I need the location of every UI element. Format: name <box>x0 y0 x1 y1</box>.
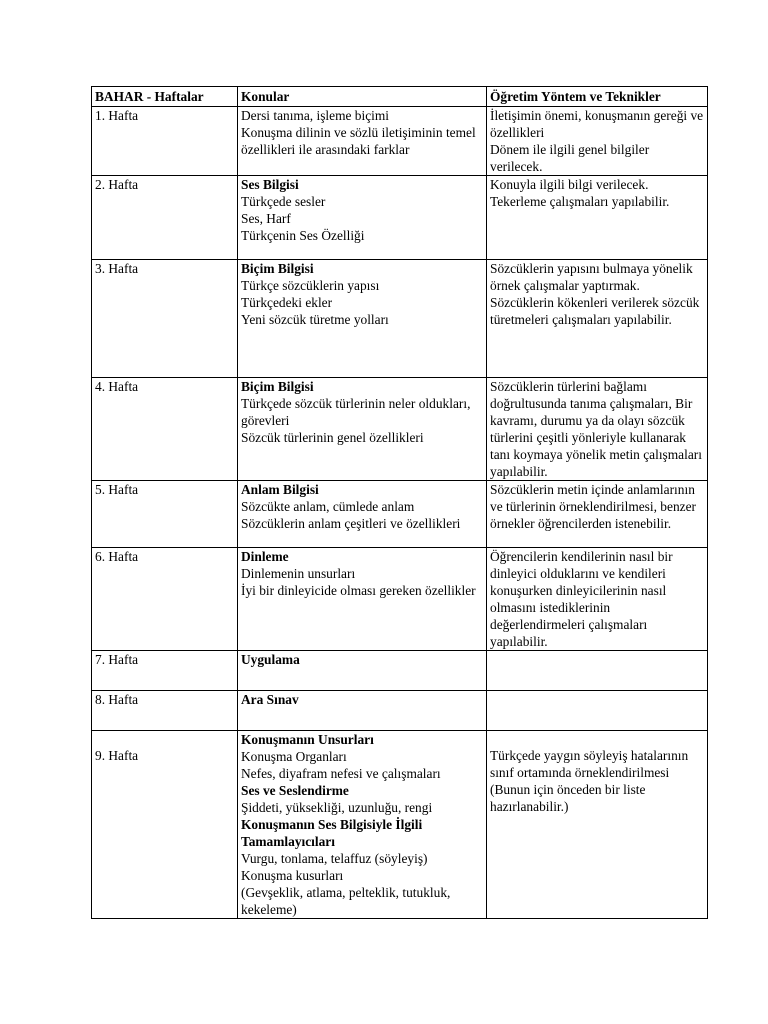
topic-line: Sözcükte anlam, cümlede anlam <box>241 499 415 514</box>
topics-cell <box>238 548 487 651</box>
method-line: Sözcüklerin yapısını bulmaya yönelik örnek çalışmalar yaptırmak. <box>490 261 693 293</box>
table-row <box>92 260 708 378</box>
week-cell: 4. Hafta <box>92 378 238 481</box>
week-cell: 2. Hafta <box>92 176 238 260</box>
table-row <box>92 107 708 176</box>
topics-cell <box>238 378 487 481</box>
methods-cell <box>487 107 708 176</box>
topic-line: Sözcük türlerinin genel özellikleri <box>241 430 424 445</box>
topic-line: Yeni sözcük türetme yolları <box>241 312 389 327</box>
header-weeks: BAHAR - Haftalar <box>92 87 238 107</box>
topic-heading: Ses Bilgisi <box>241 177 299 192</box>
week-cell: 3. Hafta <box>92 260 238 378</box>
method-line: Konuyla ilgili bilgi verilecek. <box>490 177 649 192</box>
header-topics: Konular <box>238 87 487 107</box>
topics-cell <box>238 481 487 548</box>
topic-line: Şiddeti, yüksekliği, uzunluğu, rengi <box>241 800 433 815</box>
methods-cell <box>487 481 708 548</box>
topic-line: Türkçede sözcük türlerinin neler oldukları, görevleri <box>241 396 471 428</box>
methods-cell <box>487 548 708 651</box>
method-line: İletişimin önemi, konuşmanın gereği ve özellikleri <box>490 108 704 140</box>
table-header-row <box>92 87 708 107</box>
week-cell: 8. Hafta <box>92 691 238 731</box>
methods-cell <box>487 260 708 378</box>
topic-line: Dersi tanıma, işleme biçimi <box>241 108 390 123</box>
table-row <box>92 731 708 919</box>
table-row <box>92 651 708 691</box>
topics-cell <box>238 107 487 176</box>
table-row <box>92 378 708 481</box>
header-methods: Öğretim Yöntem ve Teknikler <box>487 87 708 107</box>
method-line: Sözcüklerin metin içinde anlamlarının ve türlerinin örneklendirilmesi, benzer örnekler öğrencilerden istenebilir. <box>490 482 696 531</box>
method-line: Tekerleme çalışmaları yapılabilir. <box>490 194 670 209</box>
table-row <box>92 481 708 548</box>
topic-heading: Anlam Bilgisi <box>241 482 319 497</box>
topic-line: Vurgu, tonlama, telaffuz (söyleyiş) <box>241 851 428 866</box>
topics-cell <box>238 731 487 919</box>
topic-line: (Gevşeklik, atlama, pelteklik, tutukluk, kekeleme) <box>241 885 451 917</box>
week-cell: 1. Hafta <box>92 107 238 176</box>
topic-line: Türkçede sesler <box>241 194 326 209</box>
table-row <box>92 548 708 651</box>
method-line: Türkçede yaygın söyleyiş hatalarının sınıf ortamında örneklendirilmesi <box>490 748 689 780</box>
topic-heading: Konuşmanın Ses Bilgisiyle İlgili Tamamlayıcıları <box>241 817 423 849</box>
method-line: Dönem ile ilgili genel bilgiler verilecek. <box>490 142 650 174</box>
topic-line: Konuşma kusurları <box>241 868 344 883</box>
topic-heading: Dinleme <box>241 549 289 564</box>
week-cell: 9. Hafta <box>92 731 238 919</box>
methods-cell <box>487 651 708 691</box>
topic-heading: Biçim Bilgisi <box>241 261 314 276</box>
topic-line: Konuşma dilinin ve sözlü iletişiminin temel özellikleri ile arasındaki farklar <box>241 125 476 157</box>
week-cell: 7. Hafta <box>92 651 238 691</box>
topic-heading: Biçim Bilgisi <box>241 379 314 394</box>
week-cell: 5. Hafta <box>92 481 238 548</box>
methods-cell <box>487 731 708 919</box>
topic-heading: Ara Sınav <box>241 692 299 707</box>
methods-cell <box>487 378 708 481</box>
method-line: Öğrencilerin kendilerinin nasıl bir dinleyici olduklarını ve kendileri konuşurken dinleyicilerinin nasıl olmasını istediklerinin değerlendirmeleri çalışmaları yapılabilir. <box>490 549 673 649</box>
topic-line: Türkçe sözcüklerin yapısı <box>241 278 380 293</box>
topic-line: Nefes, diyafram nefesi ve çalışmaları <box>241 766 441 781</box>
topic-heading: Uygulama <box>241 652 300 667</box>
topic-line: Dinlemenin unsurları <box>241 566 356 581</box>
topic-line: Ses, Harf <box>241 211 291 226</box>
methods-cell <box>487 691 708 731</box>
topics-cell <box>238 260 487 378</box>
method-line: Sözcüklerin türlerini bağlamı doğrultusunda tanıma çalışmaları, Bir kavramı, durumu ya da olayı sözcük türlerini çeşitli yönleriyle kullanarak tanı koymaya yönelik metin çalışmaları yapılabilir. <box>490 379 702 479</box>
topic-line: Türkçedeki ekler <box>241 295 333 310</box>
topic-line: Türkçenin Ses Özelliği <box>241 228 365 243</box>
week-cell: 6. Hafta <box>92 548 238 651</box>
method-line: Sözcüklerin kökenleri verilerek sözcük türetmeleri çalışmaları yapılabilir. <box>490 295 700 327</box>
table-row <box>92 691 708 731</box>
methods-cell <box>487 176 708 260</box>
topic-heading: Ses ve Seslendirme <box>241 783 349 798</box>
syllabus-table <box>91 86 708 919</box>
topics-cell <box>238 691 487 731</box>
topic-line: Konuşma Organları <box>241 749 347 764</box>
topic-line: İyi bir dinleyicide olması gereken özellikler <box>241 583 476 598</box>
topics-cell <box>238 176 487 260</box>
topic-heading: Konuşmanın Unsurları <box>241 732 374 747</box>
topics-cell <box>238 651 487 691</box>
table-row <box>92 176 708 260</box>
topic-line: Sözcüklerin anlam çeşitleri ve özellikleri <box>241 516 461 531</box>
method-line: (Bunun için önceden bir liste hazırlanabilir.) <box>490 782 646 814</box>
